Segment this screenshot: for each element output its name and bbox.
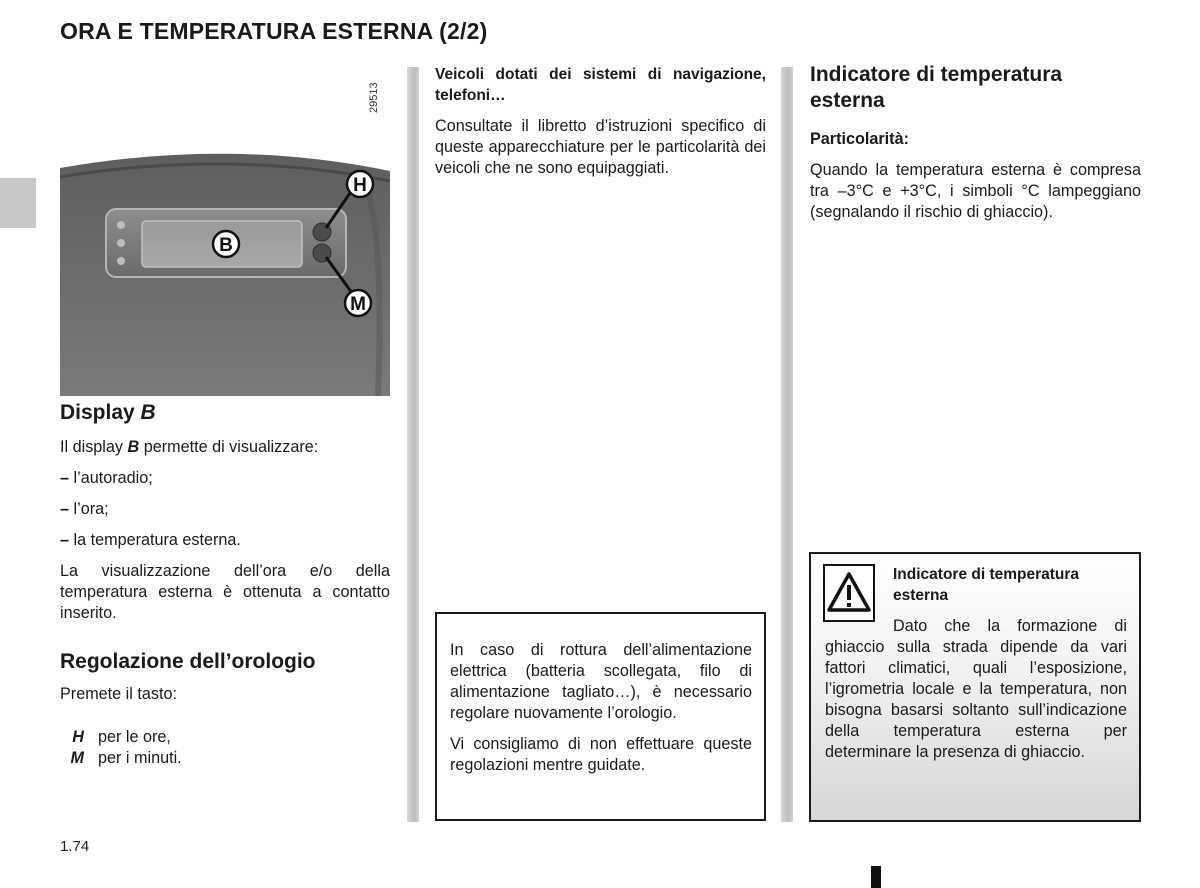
list-dash: –: [60, 500, 70, 518]
page-title: ORA E TEMPERATURA ESTERNA (2/2): [60, 18, 488, 44]
clock-section: [60, 650, 390, 769]
note-box: [435, 612, 766, 821]
label-m: M: [350, 294, 366, 315]
chapter-tab: [0, 178, 36, 228]
warning-box: [809, 552, 1141, 822]
navigation-heading: Veicoli dotati dei sistemi di navigazione, telefoni…: [435, 66, 766, 104]
label-b: B: [219, 235, 233, 256]
display-list-item: [60, 530, 390, 551]
display-section: [60, 401, 390, 624]
photo-code-text: 29513: [368, 82, 380, 113]
dashboard-illustration: [60, 143, 390, 396]
note-paragraph-1: In caso di rottura dell’alimentazione elettrica (batteria scollegata, filo di alimentazione tagliato…), è necessario regolare nuovamente l’orologio.: [450, 641, 752, 722]
display-paragraph: La visualizzazione dell’ora e/o della temperatura esterna è ottenuta a contatto inserito.: [60, 562, 390, 622]
navigation-paragraph: Consultate il libretto d’istruzioni specifico di queste apparecchiature per le particolarità dei veicoli che ne sono equipaggiati.: [435, 117, 766, 177]
column-separator: [407, 67, 419, 822]
photo-code: [368, 75, 382, 113]
key-letter: H: [72, 728, 84, 746]
list-dash: –: [60, 469, 70, 487]
warning-text: Dato che la formazione di ghiaccio sulla strada dipende da vari fattori climatici, quali l’esposizione, l’igrometria locale e la temperatura, non bisogna basarsi soltanto sull’indicazione della temperatura esterna per determinare la presenza di ghiaccio.: [825, 617, 1127, 761]
column-separator: [781, 67, 793, 822]
note-paragraph-2: Vi consigliamo di non effettuare queste regolazioni mentre guidate.: [450, 735, 752, 774]
page-number: 1.74: [60, 838, 90, 855]
temperature-heading: Indicatore di temperatura esterna: [810, 63, 1063, 112]
warning-title: Indicatore di temperatura esterna: [893, 566, 1080, 604]
key-row-h: [60, 727, 390, 748]
key-text: per i minuti.: [98, 749, 182, 767]
display-heading-letter: B: [140, 401, 156, 424]
key-row-m: [60, 748, 390, 769]
display-item-text: l’autoradio;: [73, 469, 153, 487]
display-intro-letter: B: [127, 438, 140, 456]
display-list-item: [60, 499, 390, 520]
temperature-paragraph: Quando la temperatura esterna è compresa tra –3°C e +3°C, i simboli °C lampeggiano (segnalando il rischio di ghiaccio).: [810, 161, 1141, 221]
display-item-text: l’ora;: [73, 500, 109, 518]
list-dash: –: [60, 531, 70, 549]
display-list-item: [60, 468, 390, 489]
navigation-section: [435, 64, 766, 179]
display-intro-suffix: permette di visualizzare:: [143, 438, 319, 456]
key-text: per le ore,: [98, 728, 171, 746]
key-list: [60, 727, 390, 769]
temperature-subheading: Particolarità:: [810, 130, 909, 148]
temperature-section: [810, 62, 1141, 223]
key-letter: M: [70, 749, 84, 767]
dashboard-photo: [60, 143, 390, 396]
page-edge-mark: [871, 866, 881, 888]
clock-intro: Premete il tasto:: [60, 685, 177, 703]
label-h: H: [353, 175, 367, 196]
display-heading: [60, 401, 390, 425]
display-intro-prefix: Il display: [60, 438, 123, 456]
display-heading-text: Display: [60, 401, 135, 424]
display-item-text: la temperatura esterna.: [73, 531, 241, 549]
warning-icon: [823, 564, 875, 622]
display-intro: [60, 437, 390, 458]
clock-heading: Regolazione dell’orologio: [60, 650, 316, 673]
